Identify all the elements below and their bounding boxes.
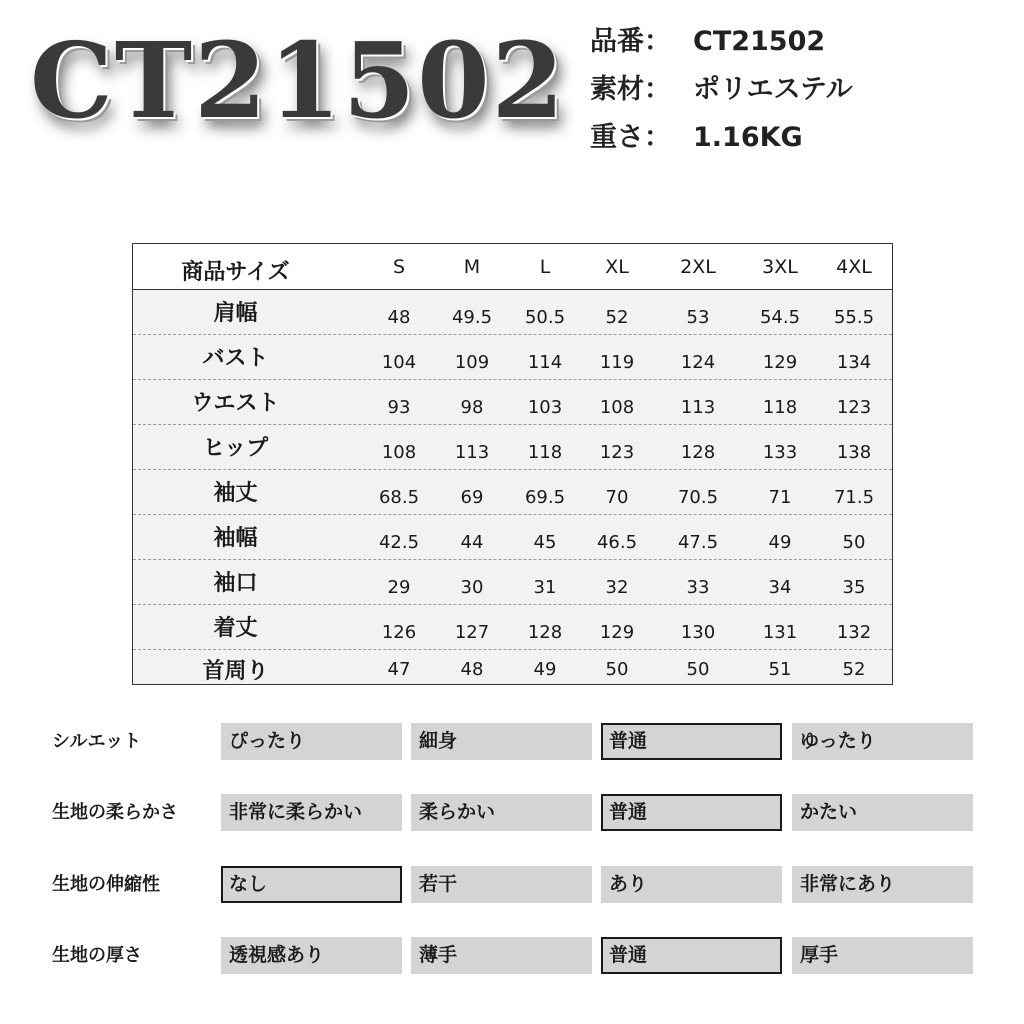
attr-option: ゆったり xyxy=(792,723,973,760)
row-label: ヒップ xyxy=(202,436,269,461)
row-label: 袖丈 xyxy=(213,481,258,506)
table-cell: 50.5 xyxy=(524,307,566,328)
table-cell: 124 xyxy=(680,352,716,373)
size-col-header: S xyxy=(392,256,406,278)
table-cell: 42.5 xyxy=(378,532,420,553)
table-cell: 50 xyxy=(605,659,629,680)
table-row xyxy=(133,335,892,380)
table-cell: 118 xyxy=(527,442,563,463)
table-row xyxy=(133,560,892,605)
attr-option: 非常にあり xyxy=(792,866,973,903)
table-cell: 46.5 xyxy=(596,532,638,553)
attr-option: 透視感あり xyxy=(221,937,402,974)
attr-label-stretch: 生地の伸縮性 xyxy=(52,874,160,895)
table-cell: 32 xyxy=(605,577,629,598)
table-cell: 45 xyxy=(533,532,557,553)
table-row xyxy=(133,470,892,515)
table-cell: 138 xyxy=(836,442,872,463)
spec-weight xyxy=(590,118,803,158)
size-col-header: 3XL xyxy=(762,256,798,278)
table-cell: 70 xyxy=(605,487,629,508)
attr-option: ぴったり xyxy=(221,723,402,760)
table-cell: 113 xyxy=(680,397,716,418)
spec-label: 素材： xyxy=(590,74,671,105)
attr-option: 柔らかい xyxy=(411,794,592,831)
table-cell: 93 xyxy=(387,397,411,418)
size-col-header: 2XL xyxy=(680,256,716,278)
spec-value: ポリエステル xyxy=(693,74,853,105)
size-col-header: M xyxy=(463,256,481,278)
spec-item-number xyxy=(590,22,825,62)
table-cell: 69 xyxy=(460,487,484,508)
table-cell: 52 xyxy=(605,307,629,328)
table-row xyxy=(133,515,892,560)
table-cell: 71.5 xyxy=(833,487,875,508)
table-cell: 50 xyxy=(842,532,866,553)
table-cell: 128 xyxy=(527,622,563,643)
row-label: 肩幅 xyxy=(213,301,258,326)
spec-material xyxy=(590,70,853,110)
attr-label-softness: 生地の柔らかさ xyxy=(52,802,178,823)
table-cell: 69.5 xyxy=(524,487,566,508)
table-row xyxy=(133,380,892,425)
table-cell: 129 xyxy=(599,622,635,643)
table-cell: 103 xyxy=(527,397,563,418)
table-cell: 47.5 xyxy=(677,532,719,553)
table-cell: 132 xyxy=(836,622,872,643)
table-cell: 33 xyxy=(686,577,710,598)
table-cell: 30 xyxy=(460,577,484,598)
table-cell: 47 xyxy=(387,659,411,680)
table-row xyxy=(133,425,892,470)
spec-value: 1.16KG xyxy=(693,122,803,153)
table-cell: 98 xyxy=(460,397,484,418)
attr-option: 厚手 xyxy=(792,937,973,974)
attr-label-silhouette: シルエット xyxy=(52,731,142,752)
size-header-label: 商品サイズ xyxy=(181,260,290,285)
table-cell: 130 xyxy=(680,622,716,643)
spec-label: 品番： xyxy=(590,26,671,57)
attr-option: 若干 xyxy=(411,866,592,903)
table-cell: 51 xyxy=(768,659,792,680)
table-cell: 68.5 xyxy=(378,487,420,508)
attr-label-thickness: 生地の厚さ xyxy=(52,945,142,966)
table-cell: 114 xyxy=(527,352,563,373)
table-cell: 126 xyxy=(381,622,417,643)
table-cell: 44 xyxy=(460,532,484,553)
attr-option: 薄手 xyxy=(411,937,592,974)
table-cell: 129 xyxy=(762,352,798,373)
table-cell: 50 xyxy=(686,659,710,680)
table-cell: 127 xyxy=(454,622,490,643)
table-cell: 133 xyxy=(762,442,798,463)
size-table xyxy=(132,243,893,685)
table-cell: 128 xyxy=(680,442,716,463)
table-cell: 108 xyxy=(599,397,635,418)
attr-option: あり xyxy=(601,866,782,903)
attr-option-selected: 普通 xyxy=(601,937,782,974)
row-label: 袖口 xyxy=(213,571,258,596)
table-cell: 49 xyxy=(533,659,557,680)
table-cell: 70.5 xyxy=(677,487,719,508)
row-label: 着丈 xyxy=(213,616,258,641)
attr-option-selected: 普通 xyxy=(601,723,782,760)
table-cell: 118 xyxy=(762,397,798,418)
table-cell: 134 xyxy=(836,352,872,373)
size-col-header: XL xyxy=(605,256,629,278)
table-cell: 35 xyxy=(842,577,866,598)
table-cell: 31 xyxy=(533,577,557,598)
table-cell: 108 xyxy=(381,442,417,463)
attr-option-selected: なし xyxy=(221,866,402,903)
table-row xyxy=(133,650,892,685)
table-cell: 119 xyxy=(599,352,635,373)
table-cell: 109 xyxy=(454,352,490,373)
attr-option: 非常に柔らかい xyxy=(221,794,402,831)
row-label: 袖幅 xyxy=(213,526,258,551)
spec-label: 重さ： xyxy=(590,122,671,153)
table-cell: 123 xyxy=(599,442,635,463)
table-cell: 113 xyxy=(454,442,490,463)
size-table-header xyxy=(133,244,892,290)
table-cell: 29 xyxy=(387,577,411,598)
size-col-header: 4XL xyxy=(836,256,872,278)
spec-value: CT21502 xyxy=(693,26,826,57)
row-label: ウエスト xyxy=(191,391,280,416)
attr-option-selected: 普通 xyxy=(601,794,782,831)
attr-option: 細身 xyxy=(411,723,592,760)
table-cell: 71 xyxy=(768,487,792,508)
table-cell: 48 xyxy=(460,659,484,680)
product-code-logo-text: CT21502 xyxy=(30,19,566,142)
table-cell: 52 xyxy=(842,659,866,680)
table-cell: 48 xyxy=(387,307,411,328)
table-cell: 123 xyxy=(836,397,872,418)
size-col-header: L xyxy=(539,256,551,278)
table-cell: 49 xyxy=(768,532,792,553)
product-code-logo xyxy=(30,6,570,156)
table-cell: 131 xyxy=(762,622,798,643)
table-cell: 49.5 xyxy=(451,307,493,328)
table-cell: 55.5 xyxy=(833,307,875,328)
table-cell: 34 xyxy=(768,577,792,598)
table-cell: 104 xyxy=(381,352,417,373)
table-row xyxy=(133,290,892,335)
table-cell: 54.5 xyxy=(759,307,801,328)
row-label: バスト xyxy=(202,346,269,371)
table-cell: 53 xyxy=(686,307,710,328)
attr-option: かたい xyxy=(792,794,973,831)
row-label: 首周り xyxy=(202,659,269,684)
table-row xyxy=(133,605,892,650)
